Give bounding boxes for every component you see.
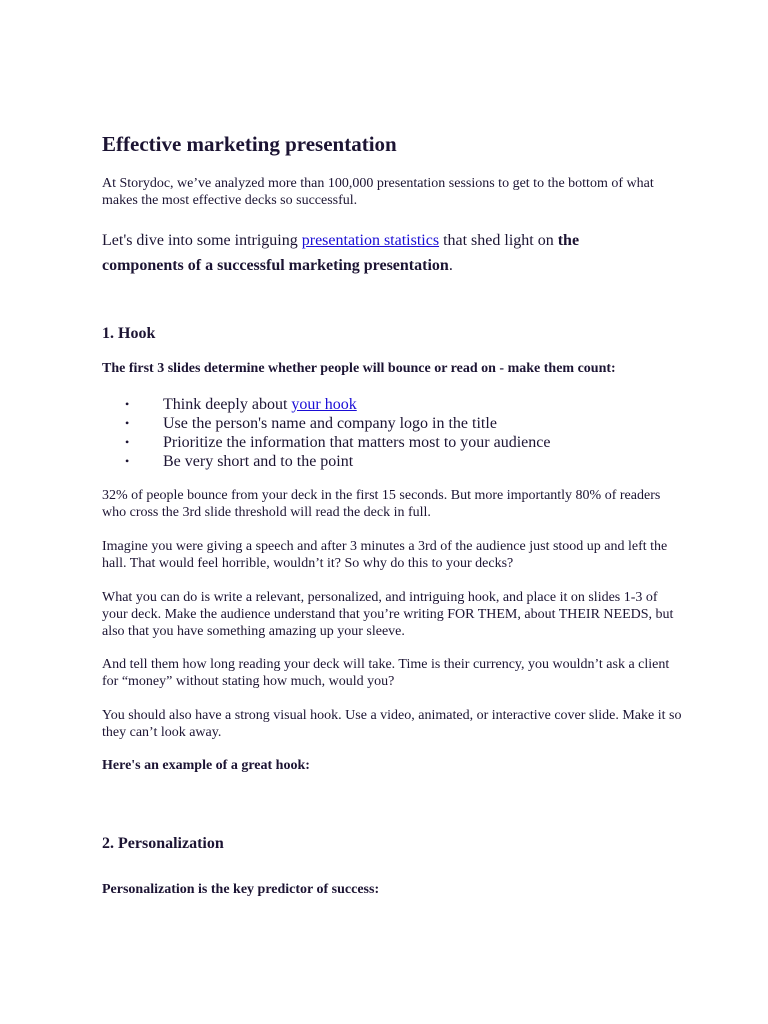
bullet-icon: • bbox=[125, 435, 130, 449]
hook-bullet-list bbox=[102, 395, 550, 471]
list-item-text: Use the person's name and company logo in the title bbox=[163, 415, 497, 432]
lead-text-start: Let's dive into some intriguing bbox=[102, 232, 302, 249]
page-title: Effective marketing presentation bbox=[102, 132, 397, 156]
bullet-icon: • bbox=[125, 416, 130, 430]
list-item-text: Think deeply about bbox=[163, 396, 292, 413]
hook-paragraph-speech: Imagine you were giving a speech and after 3 minutes a 3rd of the audience just stood up and left the hall. That would feel horrible, wouldn’t it? So why do this to your decks? bbox=[102, 539, 668, 571]
bullet-icon: • bbox=[125, 454, 130, 468]
personalization-subheading: Personalization is the key predictor of success: bbox=[102, 882, 380, 897]
your-hook-link[interactable]: your hook bbox=[291, 396, 357, 413]
hook-example-label: Here's an example of a great hook: bbox=[102, 758, 310, 773]
intro-paragraph: At Storydoc, we’ve analyzed more than 100,000 presentation sessions to get to the bottom of what makes the most effective decks so successful. bbox=[102, 176, 654, 208]
lead-text-middle: that shed light on bbox=[439, 232, 558, 249]
lead-paragraph bbox=[102, 228, 662, 278]
list-item bbox=[102, 395, 550, 414]
lead-bold-text: the components of a successful marketing presentation bbox=[102, 232, 580, 274]
section-heading-hook: 1. Hook bbox=[102, 325, 156, 342]
presentation-statistics-link[interactable]: presentation statistics bbox=[301, 232, 440, 249]
hook-paragraph-reading-time: And tell them how long reading your deck will take. Time is their currency, you wouldn’t ask a client for “money” without stating how much, would you? bbox=[102, 657, 670, 689]
list-item bbox=[102, 452, 550, 471]
hook-paragraph-write-hook: What you can do is write a relevant, personalized, and intriguing hook, and place it on slides 1-3 of your deck. Make the audience understand that you’re writing FOR THEM, about THEIR NEEDS, but also that you have something amazing up your sleeve. bbox=[102, 590, 674, 639]
list-item-text: Be very short and to the point bbox=[163, 453, 354, 470]
list-item-text: Prioritize the information that matters most to your audience bbox=[163, 434, 551, 451]
bullet-icon: • bbox=[125, 397, 130, 411]
hook-paragraph-bounce-rate: 32% of people bounce from your deck in the first 15 seconds. But more importantly 80% of readers who cross the 3rd slide threshold will read the deck in full. bbox=[102, 488, 661, 520]
hook-paragraph-visual-hook: You should also have a strong visual hook. Use a video, animated, or interactive cover slide. Make it so they can’t look away. bbox=[102, 708, 682, 740]
list-item bbox=[102, 414, 550, 433]
hook-subheading: The first 3 slides determine whether people will bounce or read on - make them count: bbox=[102, 361, 616, 376]
section-heading-personalization: 2. Personalization bbox=[102, 835, 224, 852]
lead-text-end: . bbox=[448, 257, 453, 274]
list-item bbox=[102, 433, 550, 452]
